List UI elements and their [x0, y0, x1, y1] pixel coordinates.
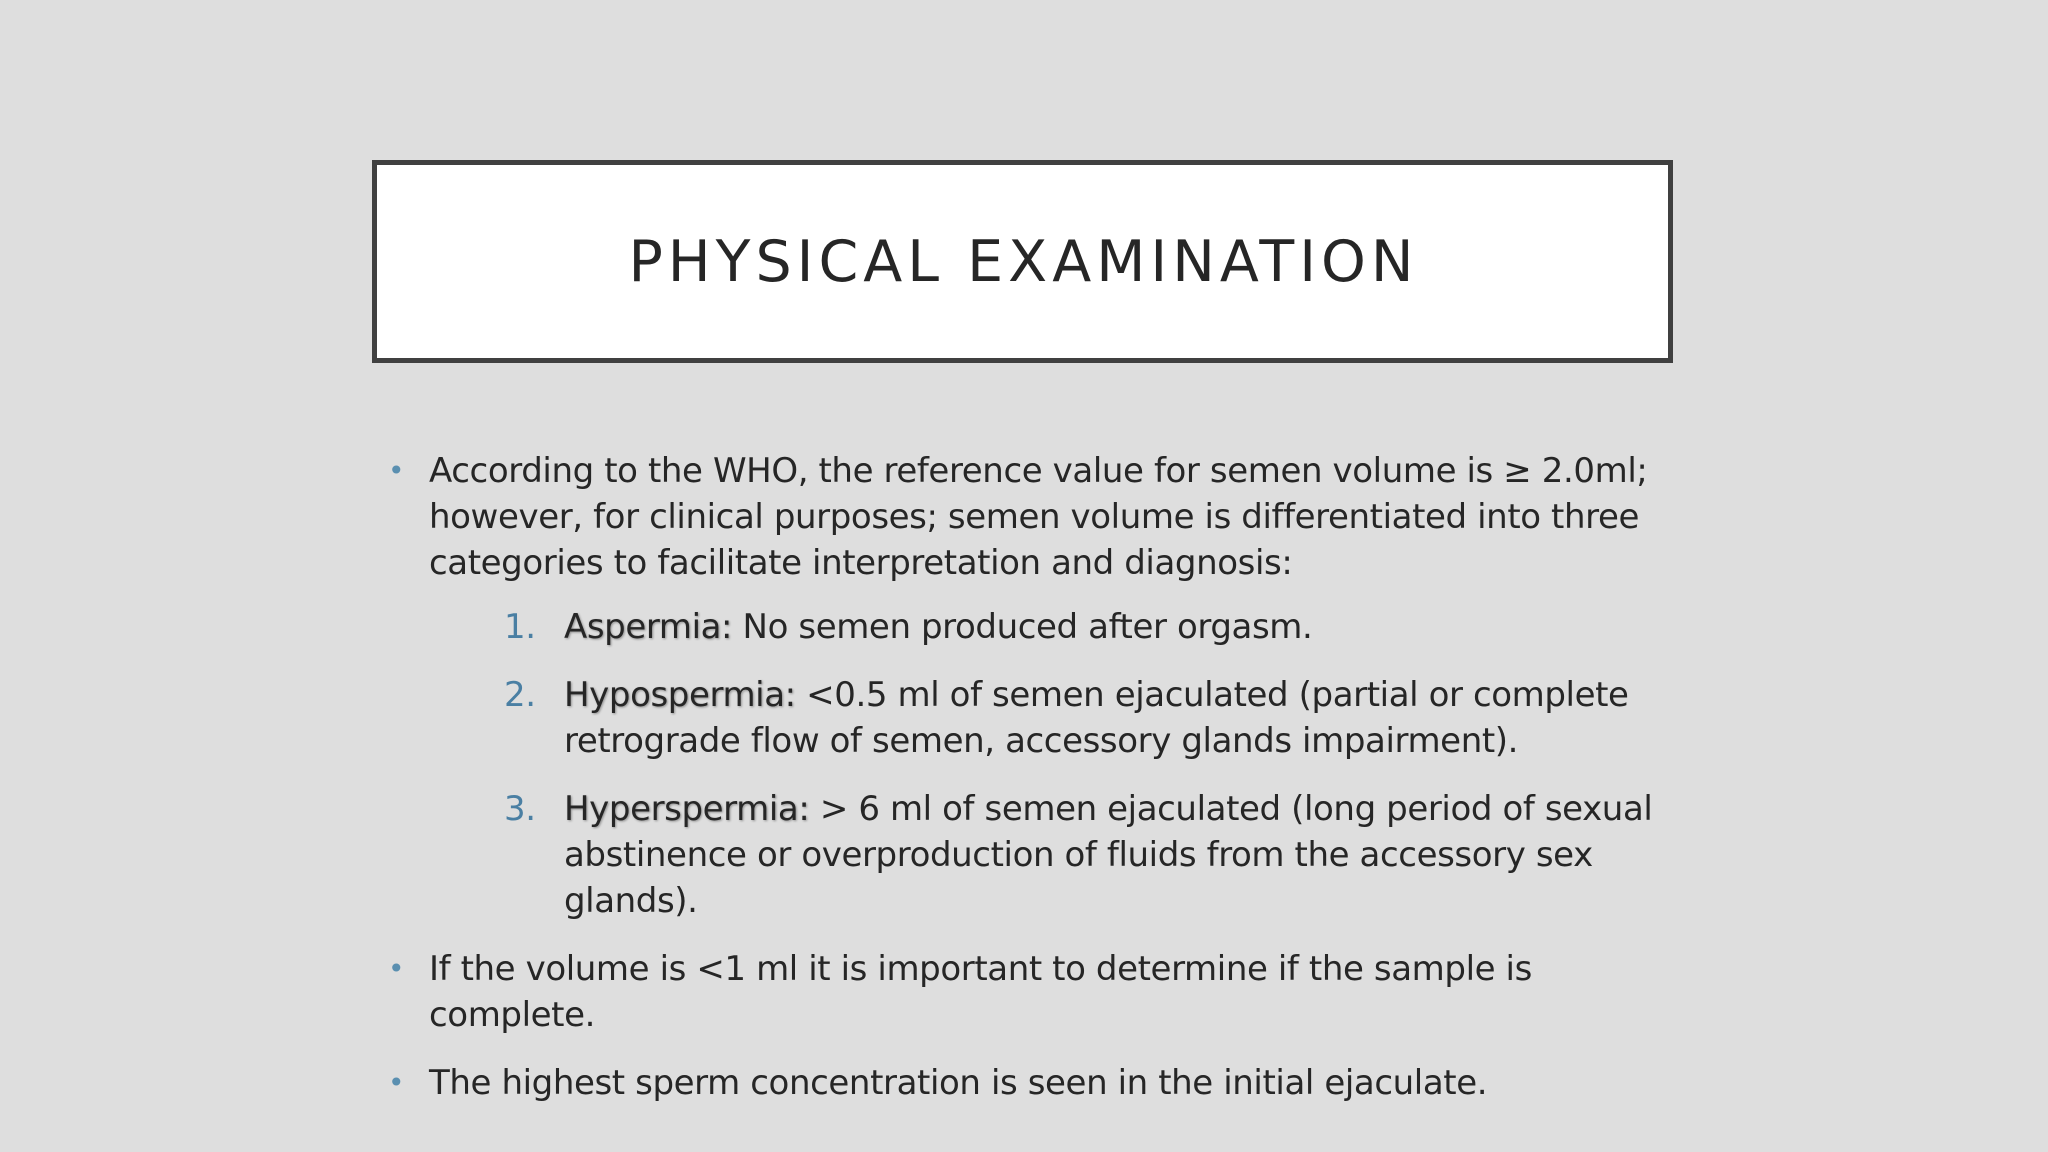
slide-content	[388, 448, 1678, 1128]
list-term: Hypospermia:	[564, 675, 796, 715]
bullet-icon: •	[388, 1066, 405, 1099]
bullet-text: The highest sperm concentration is seen in the initial ejaculate.	[429, 1063, 1488, 1103]
bullet-icon: •	[388, 454, 405, 487]
list-item-hyperspermia	[504, 786, 1678, 924]
list-number: 3.	[504, 789, 536, 829]
list-description: <0.5 ml of semen ejaculated (partial or complete retrograde flow of semen, accessory glands impairment).	[564, 675, 1629, 761]
bullet-icon: •	[388, 952, 405, 985]
list-item-hypospermia	[504, 672, 1678, 764]
bullet-item-who-reference	[388, 448, 1678, 586]
bullet-text: If the volume is <1 ml it is important to determine if the sample is complete.	[429, 949, 1532, 1035]
bullet-text: According to the WHO, the reference value for semen volume is ≥ 2.0ml; however, for clinical purposes; semen volume is differentiated into three categories to facilitate interpretation and diagnosis:	[429, 451, 1648, 583]
list-term: Hyperspermia:	[564, 789, 810, 829]
list-description: > 6 ml of semen ejaculated (long period of sexual abstinence or overproduction of fluids from the accessory sex glands).	[564, 789, 1653, 921]
numbered-list	[388, 604, 1678, 924]
list-term: Aspermia:	[564, 607, 733, 647]
title-box	[372, 160, 1673, 363]
bullet-item-concentration	[388, 1060, 1678, 1106]
list-number: 2.	[504, 675, 536, 715]
list-item-aspermia	[504, 604, 1678, 650]
bullet-item-volume-check	[388, 946, 1678, 1038]
list-description: No semen produced after orgasm.	[732, 607, 1313, 647]
slide-title: PHYSICAL EXAMINATION	[628, 228, 1419, 295]
list-number: 1.	[504, 607, 536, 647]
